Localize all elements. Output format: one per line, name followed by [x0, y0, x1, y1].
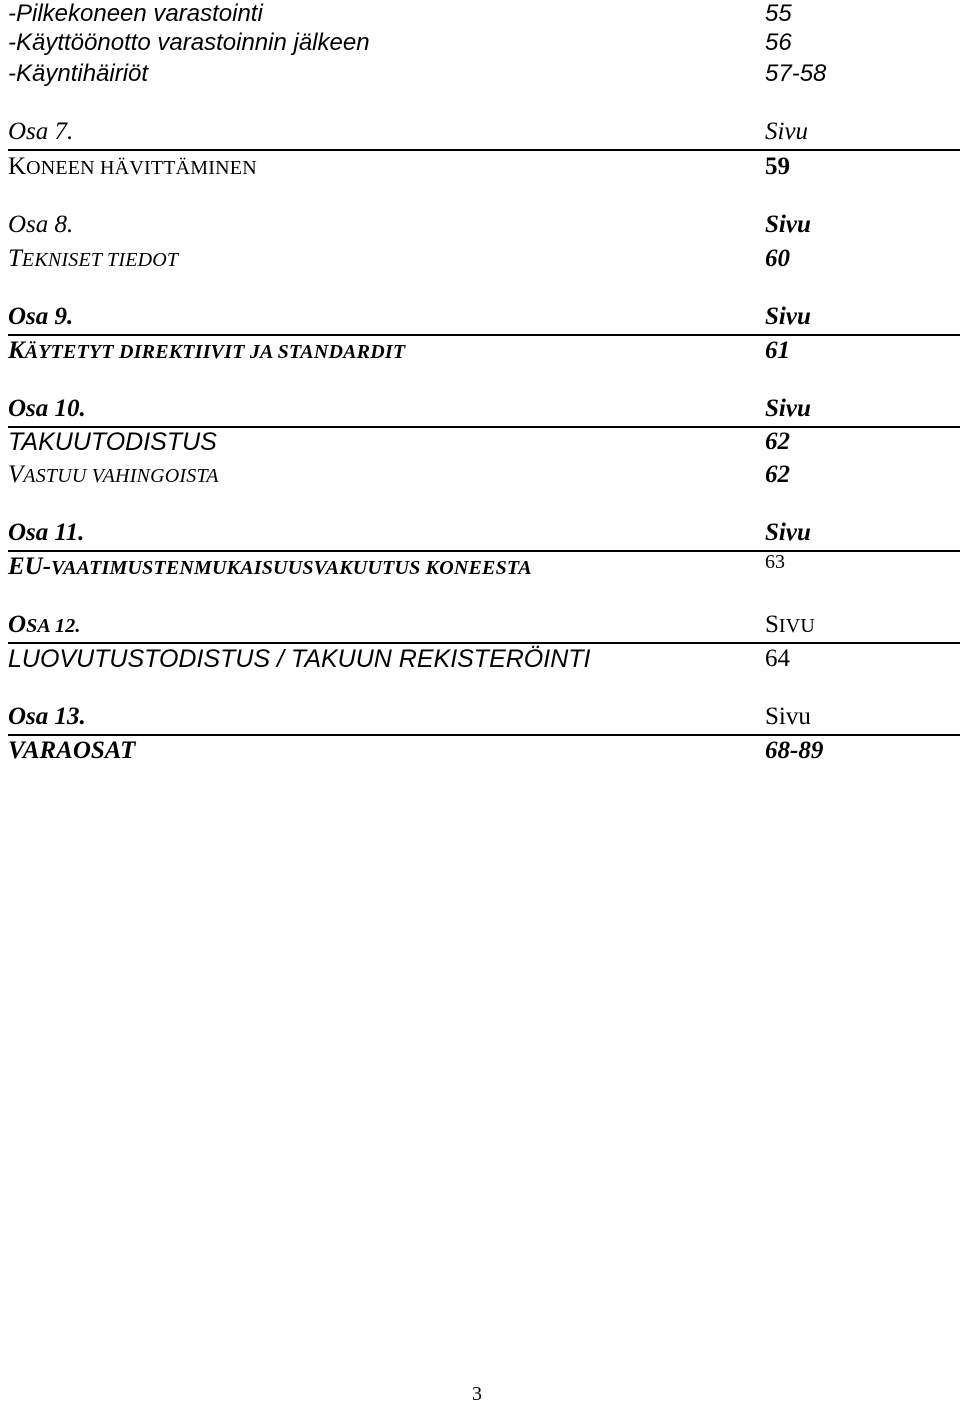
item-title: TEKNISET TIEDOT	[8, 245, 179, 272]
item-page: 60	[765, 245, 790, 272]
section-item	[8, 153, 960, 185]
section-item	[8, 461, 960, 493]
section-page-heading: Sivu	[765, 395, 811, 422]
item-title: EU-VAATIMUSTENMUKAISUUSVAKUUTUS KONEESTA	[8, 553, 532, 580]
section-item	[8, 245, 960, 277]
item-page: 64	[765, 645, 790, 672]
section-heading	[8, 118, 960, 151]
entry-page: 57-58	[765, 60, 827, 87]
section-rule	[8, 734, 960, 736]
item-title: VASTUU VAHINGOISTA	[8, 461, 219, 488]
item-page: 63	[765, 551, 785, 573]
section-item	[8, 428, 960, 460]
item-page: 62	[765, 461, 790, 488]
section-item	[8, 553, 960, 585]
section-label: Osa 7.	[8, 118, 74, 145]
entry-title: -Pilkekoneen varastointi	[8, 0, 263, 27]
section-heading	[8, 703, 960, 736]
entry-title: -Käyntihäiriöt	[8, 60, 149, 87]
section-rule	[8, 149, 960, 151]
item-title: KÄYTETYT DIREKTIIVIT JA STANDARDIT	[8, 337, 406, 364]
page-number: 3	[472, 1383, 482, 1405]
entry-page: 56	[765, 29, 792, 56]
section-page-heading: Sivu	[765, 519, 811, 546]
section-label: Osa 8.	[8, 211, 74, 238]
section-item	[8, 645, 960, 677]
section-rule	[8, 550, 960, 552]
toc-entry	[8, 29, 960, 61]
item-title: VARAOSAT	[8, 737, 136, 764]
section-heading	[8, 611, 960, 644]
section-heading	[8, 211, 960, 244]
section-heading	[8, 395, 960, 428]
item-page: 59	[765, 153, 790, 180]
section-page-heading: Sivu	[765, 118, 809, 145]
section-item	[8, 337, 960, 369]
item-page: 68-89	[765, 737, 824, 764]
section-page-heading: SIVU	[765, 611, 816, 638]
section-rule	[8, 334, 960, 336]
section-rule	[8, 642, 960, 644]
section-label: Osa 13.	[8, 703, 86, 730]
toc-entry	[8, 60, 960, 92]
toc-entry	[8, 0, 960, 32]
entry-title: -Käyttöönotto varastoinnin jälkeen	[8, 29, 370, 56]
section-label: Osa 11.	[8, 519, 85, 546]
item-title: KONEEN HÄVITTÄMINEN	[8, 153, 257, 180]
item-title: TAKUUTODISTUS	[8, 428, 217, 456]
section-item	[8, 737, 960, 769]
section-label: OSA 12.	[8, 611, 81, 638]
section-page-heading: Sivu	[765, 211, 811, 238]
section-page-heading: Sivu	[765, 703, 811, 730]
section-page-heading: Sivu	[765, 303, 811, 330]
entry-page: 55	[765, 0, 792, 27]
section-heading	[8, 519, 960, 552]
item-title: LUOVUTUSTODISTUS / TAKUUN REKISTERÖINTI	[8, 645, 591, 673]
section-heading	[8, 303, 960, 336]
section-label: Osa 10.	[8, 395, 86, 422]
section-label: Osa 9.	[8, 303, 74, 330]
item-page: 62	[765, 428, 790, 455]
item-page: 61	[765, 337, 790, 364]
